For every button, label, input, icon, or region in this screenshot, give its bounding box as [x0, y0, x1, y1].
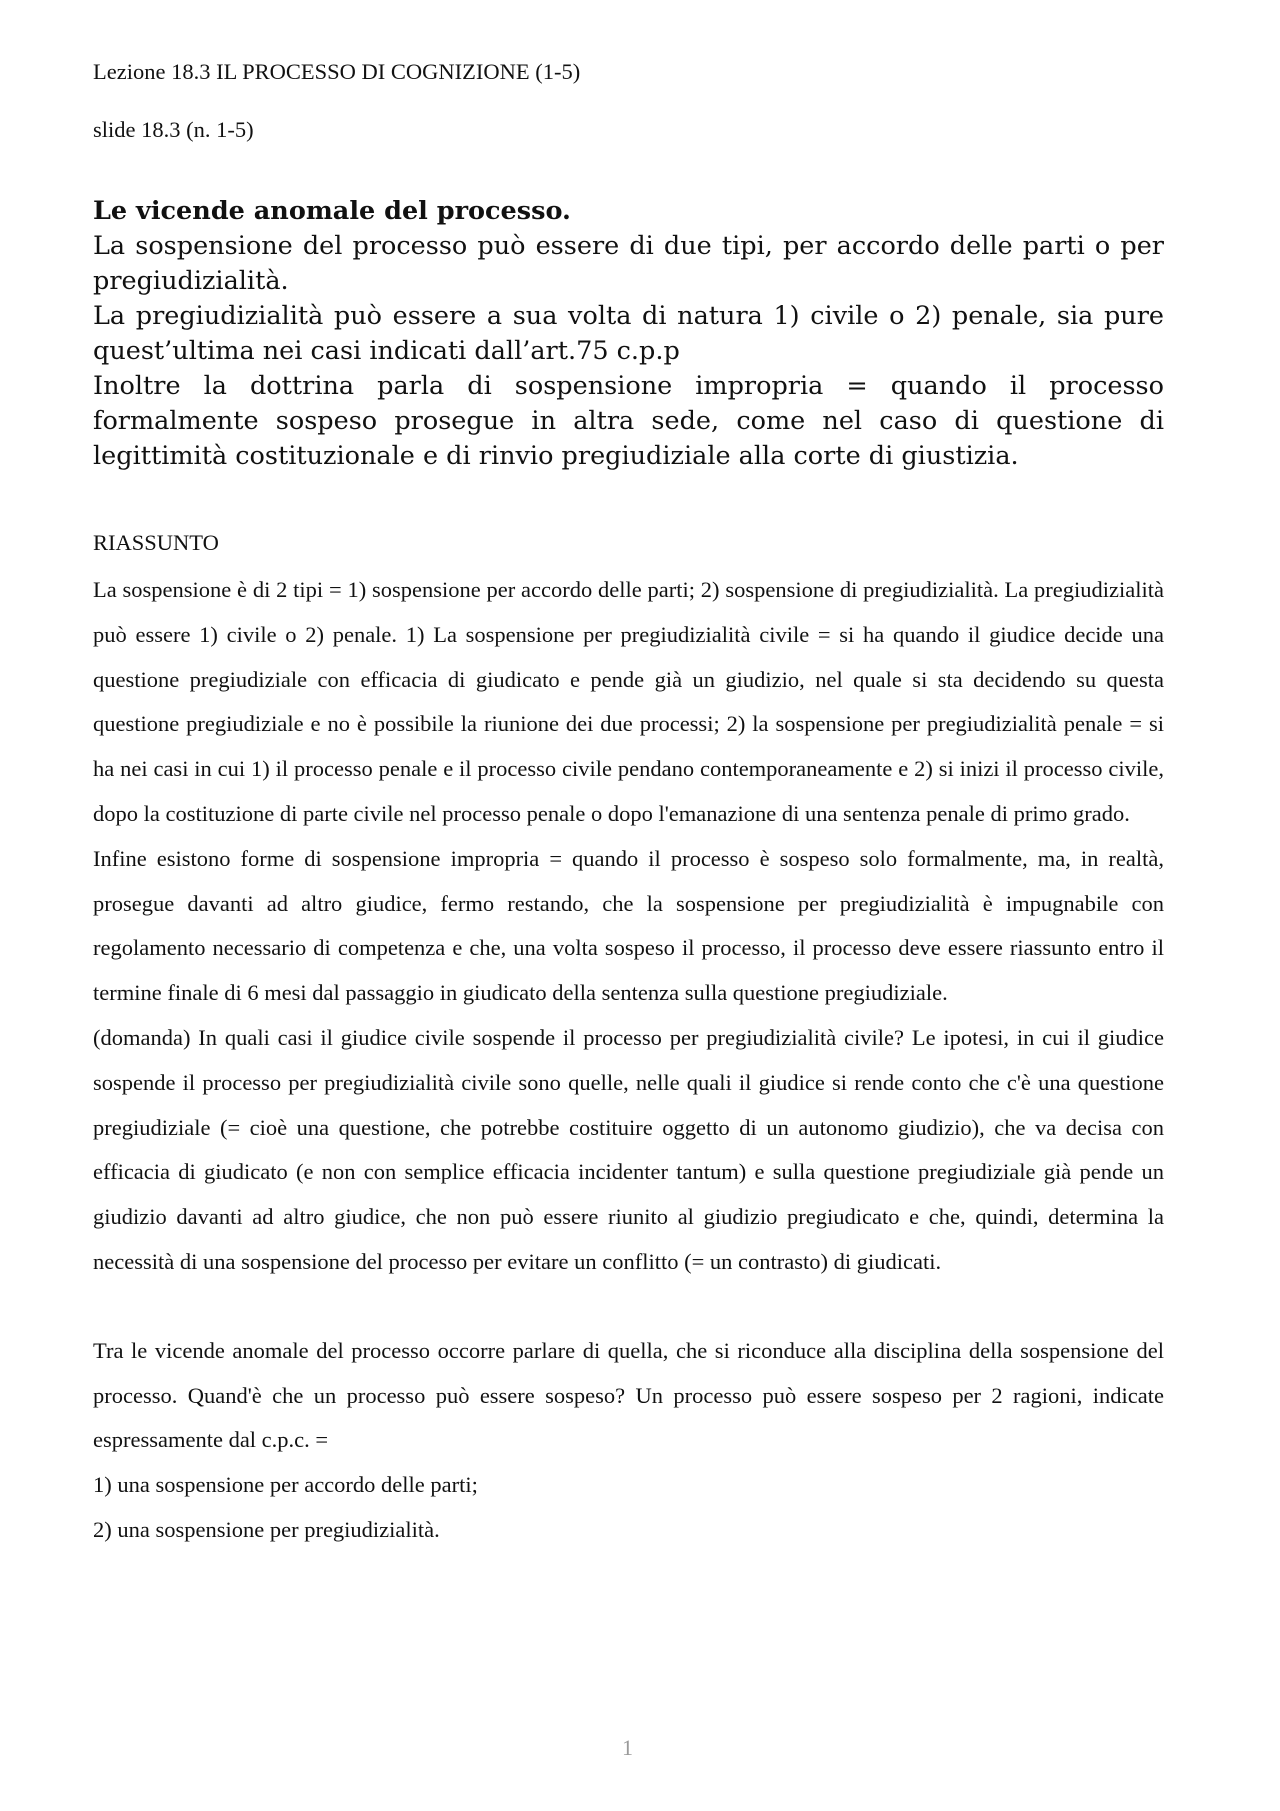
- lesson-title: Lezione 18.3 IL PROCESSO DI COGNIZIONE (1-5): [93, 59, 581, 84]
- page-number: 1: [622, 1735, 633, 1760]
- summary-section: [93, 568, 1164, 1285]
- summary-heading: RIASSUNTO: [93, 530, 219, 555]
- intro-paragraph: La sospensione del processo può essere di due tipi, per accordo delle parti o per pregiudizialità.: [93, 231, 1164, 296]
- final-section: [93, 1329, 1164, 1553]
- intro-title: Le vicende anomale del processo.: [93, 196, 571, 226]
- intro-section: [93, 194, 1164, 474]
- intro-paragraph: Inoltre la dottrina parla di sospensione impropria = quando il processo formalmente sospeso prosegue in altra sede, come nel caso di questione di legittimità costituzionale e di rinvio pregiudiziale alla corte di giustizia.: [93, 371, 1164, 471]
- list-item: 1) una sospensione per accordo delle parti;: [93, 1472, 478, 1498]
- slide-reference: slide 18.3 (n. 1-5): [93, 117, 254, 142]
- summary-paragraph: (domanda) In quali casi il giudice civile sospende il processo per pregiudizialità civile? Le ipotesi, in cui il giudice sospende il processo per pregiudizialità civile sono quelle, nelle quali il giudice si rende conto che c'è una questione pregiudiziale (= cioè una questione, che potrebbe costituire oggetto di un autonomo giudizio), che va decisa con efficacia di giudicato (e non con semplice efficacia incidenter tantum) e sulla questione pregiudiziale già pende un giudizio davanti ad altro giudice, che non può essere riunito al giudizio pregiudicato e che, quindi, determina la necessità di una sospensione del processo per evitare un conflitto (= un contrasto) di giudicati.: [93, 1024, 1164, 1274]
- page-content: [93, 56, 1164, 1553]
- summary-paragraph: La sospensione è di 2 tipi = 1) sospensione per accordo delle parti; 2) sospensione di pregiudizialità. La pregiudizialità può essere 1) civile o 2) penale. 1) La sospensione per pregiudizialità civile = si ha quando il giudice decide una questione pregiudiziale con efficacia di giudicato e pende già un giudizio, nel quale si sta decidendo su questa questione pregiudiziale e no è possibile la riunione dei due processi; 2) la sospensione per pregiudizialità penale = si ha nei casi in cui 1) il processo penale e il processo civile pendano contemporaneamente e 2) si inizi il processo civile, dopo la costituzione di parte civile nel processo penale o dopo l'emanazione di una sentenza penale di primo grado.: [93, 577, 1164, 826]
- intro-paragraph: La pregiudizialità può essere a sua volta di natura 1) civile o 2) penale, sia pure quest’ultima nei casi indicati dall’art.75 c.p.p: [93, 301, 1164, 366]
- final-paragraph: Tra le vicende anomale del processo occorre parlare di quella, che si riconduce alla disciplina della sospensione del processo. Quand'è che un processo può essere sospeso? Un processo può essere sospeso per 2 ragioni, indicate espressamente dal c.p.c. =: [93, 1337, 1164, 1453]
- list-item: 2) una sospensione per pregiudizialità.: [93, 1516, 440, 1542]
- summary-paragraph: Infine esistono forme di sospensione impropria = quando il processo è sospeso solo formalmente, ma, in realtà, prosegue davanti ad altro giudice, fermo restando, che la sospensione per pregiudizialità è impugnabile con regolamento necessario di competenza e che, una volta sospeso il processo, il processo deve essere riassunto entro il termine finale di 6 mesi dal passaggio in giudicato della sentenza sulla questione pregiudiziale.: [93, 845, 1164, 1006]
